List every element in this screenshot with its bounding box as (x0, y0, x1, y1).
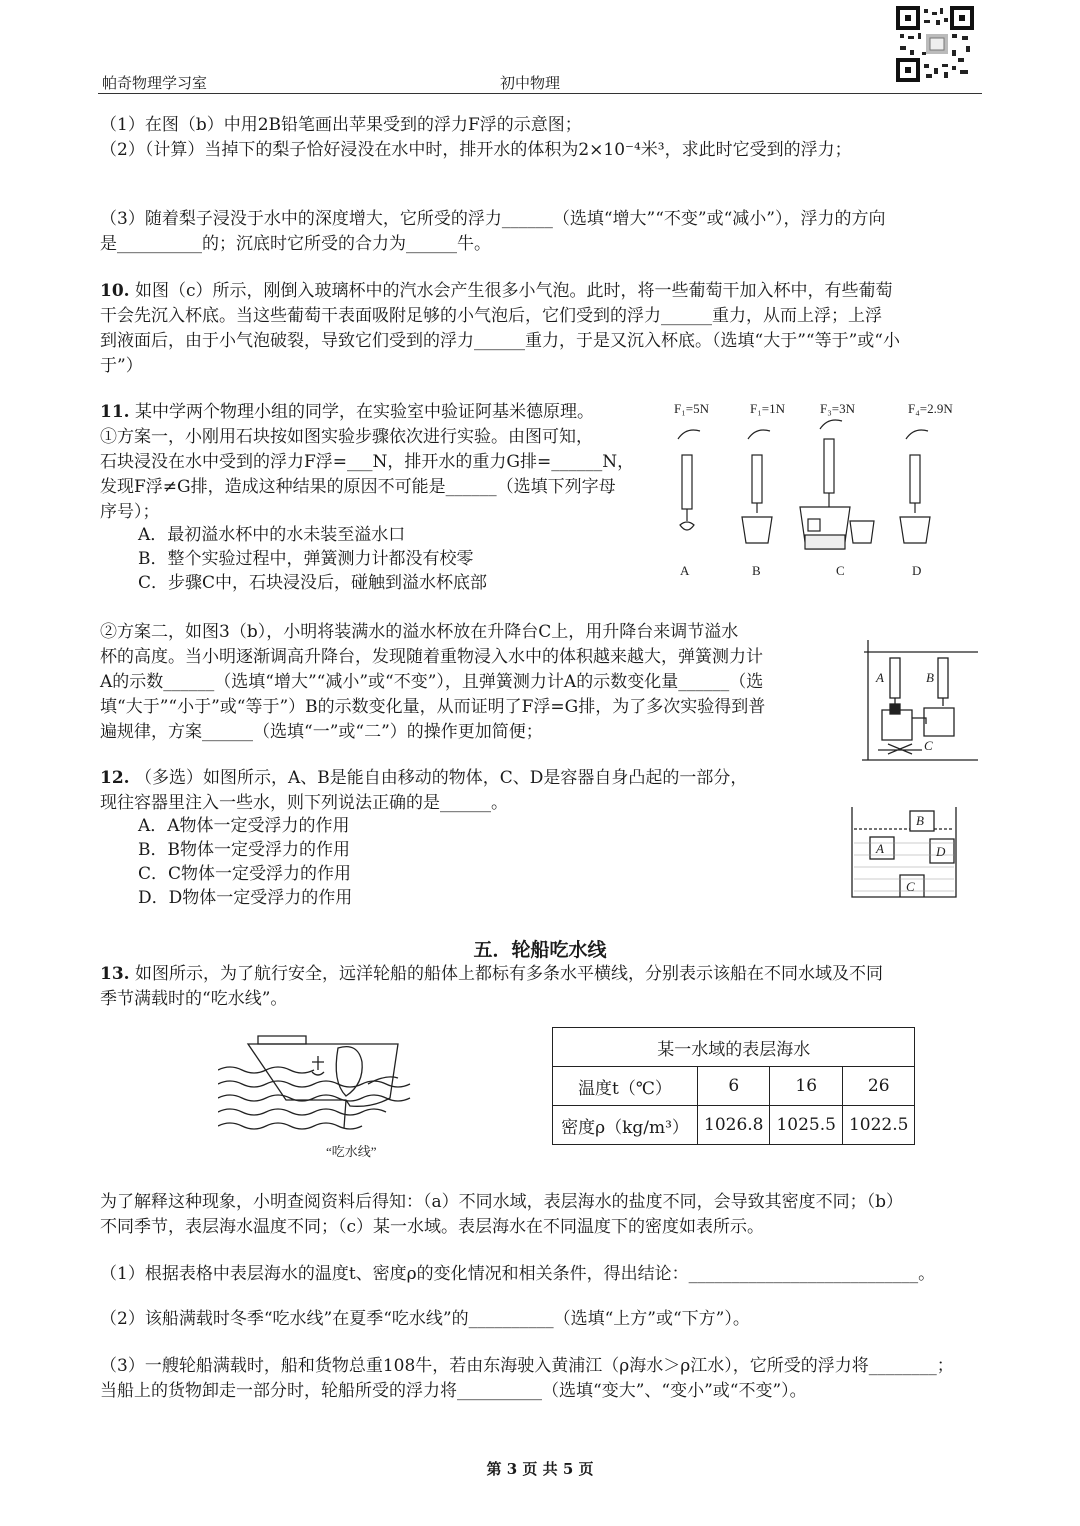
force-label-1: F₁=5N (674, 401, 709, 416)
q13-line1 (100, 962, 883, 986)
q11-number: 11. (100, 402, 130, 422)
q11-line2: ①方案一，小刚用石块按如图实验步骤依次进行实验。由图可知， (100, 427, 593, 447)
q12-line1 (100, 766, 747, 790)
q10-line1 (100, 279, 893, 303)
table-cell: 16 (770, 1067, 842, 1106)
force-label-4: F₄=2.9N (908, 401, 953, 416)
container-figure (848, 803, 960, 901)
q13-sub3-line2: 当船上的货物卸走一部分时，轮船所受的浮力将__________（选填“变大”、“变小”或“不变”）。 (100, 1381, 807, 1401)
table-cell: 1025.5 (770, 1106, 842, 1145)
table-cell: 1026.8 (698, 1106, 770, 1145)
q13-number: 13. (100, 964, 130, 984)
q10-text1: 如图（c）所示，刚倒入玻璃杯中的汽水会产生很多小气泡。此时，将一些葡萄干加入杯中，有些葡萄 (134, 281, 893, 301)
container-label-c: C (906, 879, 915, 894)
q12-option-a: A．A物体一定受浮力的作用 (138, 816, 350, 836)
table-caption: 某一水域的表层海水 (553, 1028, 915, 1067)
ship-waterline-figure (218, 1024, 414, 1164)
q11-line1 (100, 400, 594, 424)
q12-option-d: D．D物体一定受浮力的作用 (138, 888, 353, 908)
step-label-a: A (680, 563, 690, 578)
force-label-3: F₃=3N (820, 401, 855, 416)
table-cell: 6 (698, 1067, 770, 1106)
q11-method2-line4: 填“大于”“小于”或“等于”）B的示数变化量，从而证明了F浮=G排，为了多次实验得到普 (100, 697, 766, 717)
q11-option-a: A．最初溢水杯中的水未装至溢水口 (138, 525, 406, 545)
q11-text1: 某中学两个物理小组的同学，在实验室中验证阿基米德原理。 (134, 402, 594, 422)
table-cell: 1022.5 (842, 1106, 914, 1145)
platform-label-a: A (876, 670, 884, 685)
q13-sub1: （1）根据表格中表层海水的温度t、密度ρ的变化情况和相关条件，得出结论：___________________________。 (100, 1264, 936, 1284)
table-row1-label: 温度t（℃） (553, 1067, 698, 1106)
q9-part1: （1）在图（b）中用2B铅笔画出苹果受到的浮力F浮的示意图； (100, 115, 582, 135)
q13-sub2: （2）该船满载时冬季“吃水线”在夏季“吃水线”的__________（选填“上方”或“下方”）。 (100, 1309, 750, 1329)
q13-line2: 季节满载时的“吃水线”。 (100, 989, 288, 1009)
header-center: 初中物理 (500, 74, 561, 92)
q11-option-b: B．整个实验过程中，弹簧测力计都没有校零 (138, 549, 474, 569)
header-left: 帕奇物理学习室 (102, 74, 208, 92)
q12-text1: （多选）如图所示，A、B是能自由移动的物体，C、D是容器自身凸起的一部分， (134, 768, 748, 788)
q13-explain-line2: 不同季节，表层海水温度不同；（c）某一水域。表层海水在不同温度下的密度如表所示。 (100, 1217, 765, 1237)
table-cell: 26 (842, 1067, 914, 1106)
q11-line3: 石块浸没在水中受到的浮力F浮=___N，排开水的重力G排=______N， (100, 452, 635, 472)
q10-number: 10. (100, 281, 130, 301)
q12-number: 12. (100, 768, 130, 788)
q11-option-c: C．步骤C中，石块浸没后，碰触到溢水杯底部 (138, 573, 488, 593)
container-label-a: A (876, 841, 884, 856)
platform-label-c: C (924, 738, 933, 753)
archimedes-steps-figure (660, 395, 980, 585)
ship-caption: “吃水线” (326, 1144, 377, 1159)
step-label-b: B (752, 563, 761, 578)
sea-water-table (552, 1027, 915, 1145)
q11-line4: 发现F浮≠G排，造成这种结果的原因不可能是______（选填下列字母 (100, 477, 616, 497)
step-label-c: C (836, 563, 845, 578)
q13-text1: 如图所示，为了航行安全，远洋轮船的船体上都标有多条水平横线，分别表示该船在不同水域及不同 (134, 964, 883, 984)
table-row2-label: 密度ρ（kg/m³） (553, 1106, 698, 1145)
platform-label-b: B (926, 670, 934, 685)
q9-part3-line1: （3）随着梨子浸没于水中的深度增大，它所受的浮力______（选填“增大”“不变”或“减小”），浮力的方向 (100, 209, 886, 229)
q10-line4: 于”） (100, 356, 143, 376)
q11-method2-line1: ②方案二，如图3（b），小明将装满水的溢水杯放在升降台C上，用升降台来调节溢水 (100, 622, 739, 642)
q12-line2: 现往容器里注入一些水，则下列说法正确的是______。 (100, 793, 508, 813)
q11-line5: 序号）； (100, 502, 160, 522)
q12-option-c: C．C物体一定受浮力的作用 (138, 864, 352, 884)
q9-part2: （2）（计算）当掉下的梨子恰好浸没在水中时，排开水的体积为2×10⁻⁴米³，求此时它受到的浮力； (100, 140, 852, 160)
section-title: 五．轮船吃水线 (473, 939, 607, 961)
q9-part3-line2: 是__________的；沉底时它所受的合力为______牛。 (100, 234, 491, 254)
step-label-d: D (912, 563, 922, 578)
q13-explain-line1: 为了解释这种现象，小明查阅资料后得知：（a）不同水域，表层海水的盐度不同，会导致其密度不同；（b） (100, 1192, 904, 1212)
lifting-platform-figure (858, 632, 982, 768)
q10-line3: 到液面后，由于小气泡破裂，导致它们受到的浮力______重力，于是又沉入杯底。（选填“大于”“等于”或“小 (100, 331, 900, 351)
q13-sub3-line1: （3）一艘轮船满载时，船和货物总重108牛，若由东海驶入黄浦江（ρ海水＞ρ江水），它所受的浮力将________； (100, 1356, 954, 1376)
q12-option-b: B．B物体一定受浮力的作用 (138, 840, 350, 860)
container-label-d: D (936, 844, 946, 859)
page-footer: 第 3 页 共 5 页 (486, 1460, 594, 1478)
container-label-b: B (916, 813, 924, 828)
qr-code-icon (896, 6, 974, 82)
q11-method2-line2: 杯的高度。当小明逐渐调高升降台，发现随着重物浸入水中的体积越来越大，弹簧测力计 (100, 647, 763, 667)
q11-method2-line5: 遍规律，方案______（选填“一”或“二”）的操作更加简便； (100, 722, 543, 742)
header-rule (98, 93, 982, 94)
q10-line2: 干会先沉入杯底。当这些葡萄干表面吸附足够的小气泡后，它们受到的浮力______重力，从而上浮；上浮 (100, 306, 882, 326)
force-label-2: F₁=1N (750, 401, 785, 416)
q11-method2-line3: A的示数______（选填“增大”“减小”或“不变”），且弹簧测力计A的示数变化量______（选 (100, 672, 764, 692)
